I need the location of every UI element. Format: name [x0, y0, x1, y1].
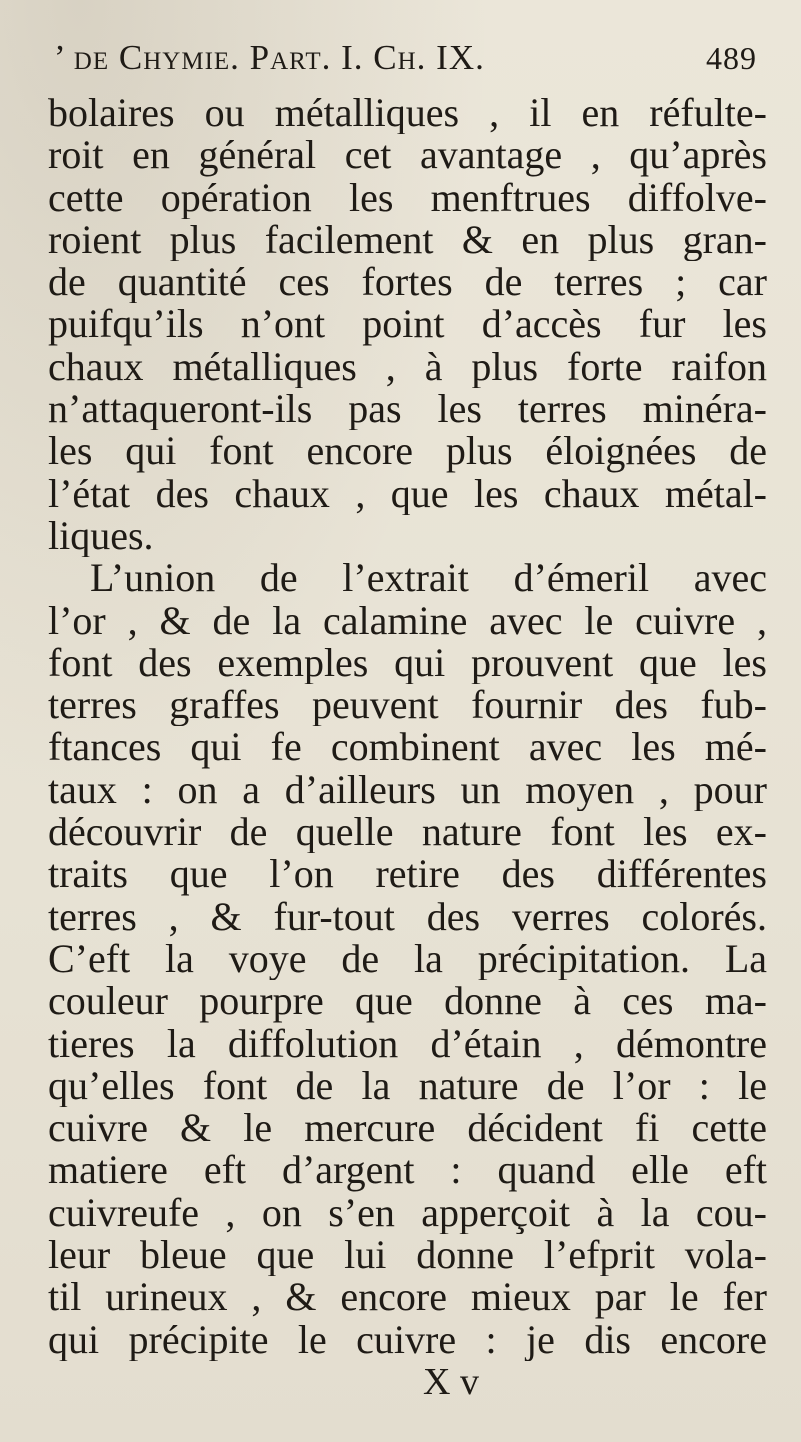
text-line: taux : on a d’ailleurs un moyen , pour — [48, 768, 767, 812]
running-head — [48, 38, 767, 90]
text-line: liques. — [48, 514, 154, 558]
text-line: font des exemples qui prouvent que les — [48, 641, 767, 685]
text-line: qui précipite le cuivre : je dis encore — [48, 1318, 767, 1361]
text-line: leur bleue que lui donne l’efprit vola- — [48, 1234, 767, 1277]
text-line: n’attaqueront-ils pas les terres minéra- — [48, 388, 767, 431]
text-line: tieres la diffolution d’étain , démontre — [48, 1022, 767, 1065]
text-line: l’or , & de la calamine avec le cuivre , — [48, 599, 767, 642]
text-line: cette opération les menftrues diffolve- — [48, 176, 767, 219]
text-line: bolaires ou métalliques , il en réfulte- — [48, 92, 767, 135]
text-line: ftances qui fe combinent avec les mé- — [48, 726, 767, 769]
page-number: 489 — [706, 40, 757, 76]
text-line: découvrir de quelle nature font les ex- — [48, 811, 767, 854]
text-line: de quantité ces fortes de terres ; car — [48, 261, 767, 304]
text-line: les qui font encore plus éloignées de — [48, 430, 767, 473]
text-line: l’état des chaux , que les chaux métal- — [48, 472, 767, 515]
body-text — [48, 92, 767, 1361]
paragraph-start-line: L’union de l’extrait d’émeril avec — [90, 557, 767, 600]
text-line: cuivre & le mercure décident fi cette — [48, 1107, 767, 1150]
text-line: roit en général cet avantage , qu’après — [48, 134, 767, 177]
text-line: qu’elles font de la nature de l’or : le — [48, 1064, 767, 1108]
text-line: puifqu’ils n’ont point d’accès fur les — [48, 303, 767, 346]
running-title: ’ de Chymie. Part. I. Ch. IX. — [54, 38, 485, 77]
text-line: terres graffes peuvent fournir des fub- — [48, 684, 767, 727]
signature-mark: X v — [423, 1360, 479, 1403]
text-line: terres , & fur-tout des verres colorés. — [48, 895, 767, 938]
text-line: matiere eft d’argent : quand elle eft — [48, 1149, 767, 1192]
text-line: couleur pourpre que donne à ces ma- — [48, 980, 767, 1023]
text-line: til urineux , & encore mieux par le fer — [48, 1276, 767, 1319]
text-line: chaux métalliques , à plus forte raifon — [48, 345, 767, 389]
text-line: roient plus facilement & en plus gran- — [48, 218, 767, 262]
text-line: cuivreufe , on s’en apperçoit à la cou- — [48, 1191, 767, 1235]
text-line: traits que l’on retire des différentes — [48, 853, 767, 896]
text-line: C’eft la voye de la précipitation. La — [48, 937, 767, 981]
